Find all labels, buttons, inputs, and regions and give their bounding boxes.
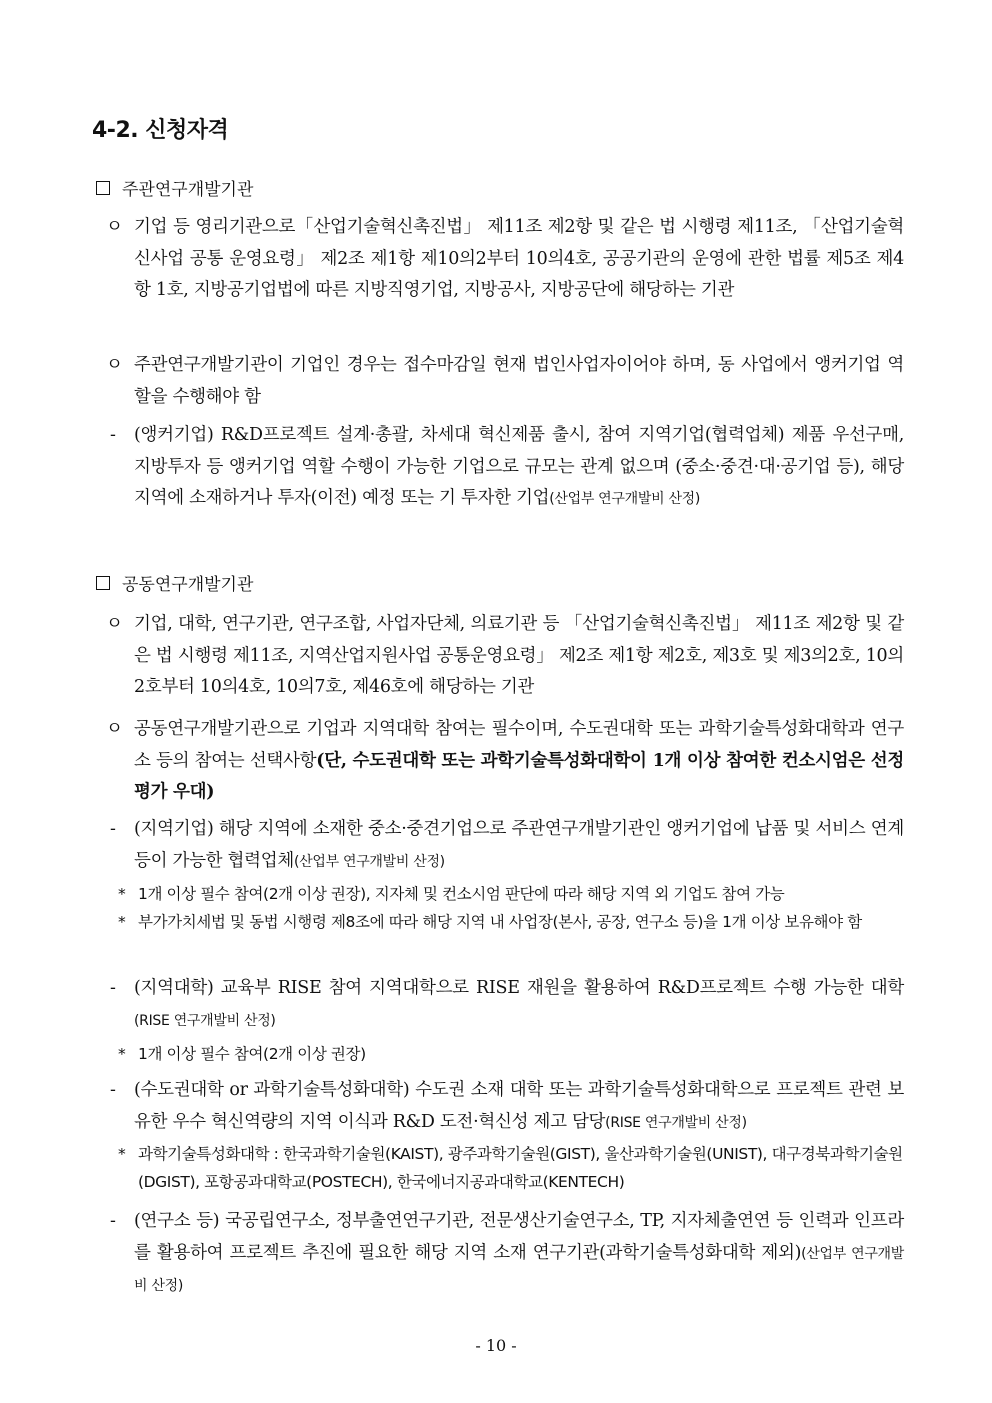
- lead-sub-1-note: (산업부 연구개발비 산정): [549, 491, 701, 507]
- lead-heading: [96, 175, 253, 200]
- lead-item-2-text: 주관연구개발기관이 기업인 경우는 접수마감일 현재 법인사업자이어야 하며, 동 사업에서 앵커기업 역할을 수행해야 함: [134, 355, 904, 407]
- lead-sub-1-text: (앵커기업) R&D프로젝트 설계·총괄, 차세대 혁신제품 출시, 참여 지역기업(협력업체) 제품 우선구매, 지방투자 등 앵커기업 역할 수행이 가능한 기업으로 규모는 관계 없으며 (중소·중견·대·공기업 등), 해당 지역에 소재하거나 투자(이전) 예정 또는 기 투자한 기업: [134, 425, 904, 508]
- joint-note-3-text: 1개 이상 필수 참여(2개 이상 권장): [138, 1045, 366, 1063]
- joint-sub-2: [104, 973, 904, 1037]
- circle-bullet-icon: ㅇ: [106, 719, 123, 739]
- joint-sub-3-text: (수도권대학 or 과학기술특성화대학) 수도권 소재 대학 또는 과학기술특성화대학으로 프로젝트 관련 보유한 우수 혁신역량의 지역 이식과 R&D 도전·혁신성 제고 담당: [134, 1080, 904, 1132]
- asterisk-icon: *: [118, 1045, 126, 1063]
- page-number: - 10 -: [475, 1336, 517, 1355]
- circle-bullet-icon: ㅇ: [106, 217, 123, 237]
- joint-note-4: [104, 1140, 904, 1196]
- checkbox-square-icon: [96, 181, 110, 195]
- joint-item-1: [104, 609, 904, 704]
- lead-item-2: [104, 350, 904, 413]
- lead-item-1-text: 기업 등 영리기관으로「산업기술혁신촉진법」 제11조 제2항 및 같은 법 시행령 제11조, 「산업기술혁신사업 공통 운영요령」 제2조 제1항 제10의2부터 10의4호, 공공기관의 운영에 관한 법률 제5조 제4항 1호, 지방공기업법에 따른 지방직영기업, 지방공사, 지방공단에 해당하는 기관: [134, 217, 904, 300]
- joint-item-1-text: 기업, 대학, 연구기관, 연구조합, 사업자단체, 의료기관 등 「산업기술혁신촉진법」 제11조 제2항 및 같은 법 시행령 제11조, 지역산업지원사업 공통운영요령」 제2조 제1항 제2호, 제3호 및 제3의2호, 10의2호부터 10의4호, 10의7호, 제46호에 해당하는 기관: [134, 614, 904, 697]
- joint-sub-4-note: (산업부 연구개발비 산정): [134, 1245, 904, 1294]
- joint-sub-4-text: (연구소 등) 국공립연구소, 정부출연연구기관, 전문생산기술연구소, TP, 지자체출연연 등 인력과 인프라를 활용하여 프로젝트 추진에 필요한 해당 지역 소재 연구기관(과학기술특성화대학 제외): [134, 1211, 904, 1263]
- joint-item-2-text: 공동연구개발기관으로 기업과 지역대학 참여는 필수이며, 수도권대학 또는 과학기술특성화대학과 연구소 등의 참여는 선택사항: [134, 719, 904, 771]
- dash-bullet-icon: -: [110, 978, 116, 998]
- joint-note-4-text: 과학기술특성화대학 : 한국과학기술원(KAIST), 광주과학기술원(GIST), 울산과학기술원(UNIST), 대구경북과학기술원(DGIST), 포항공과대학교(POSTECH), 한국에너지공과대학교(KENTECH): [138, 1145, 903, 1191]
- joint-sub-2-text: (지역대학) 교육부 RISE 참여 지역대학으로 RISE 재원을 활용하여 R&D프로젝트 수행 가능한 대학: [134, 978, 904, 998]
- dash-bullet-icon: -: [110, 819, 116, 839]
- joint-note-1-text: 1개 이상 필수 참여(2개 이상 권장), 지자체 및 컨소시엄 판단에 따라 해당 지역 외 기업도 참여 가능: [138, 885, 785, 903]
- asterisk-icon: *: [118, 885, 126, 903]
- lead-heading-label: 주관연구개발기관: [122, 180, 254, 200]
- joint-sub-1-note: (산업부 연구개발비 산정): [293, 853, 445, 870]
- asterisk-icon: *: [118, 1145, 126, 1163]
- joint-heading-label: 공동연구개발기관: [122, 575, 254, 595]
- lead-sub-1: [104, 420, 904, 516]
- joint-sub-3: [104, 1075, 904, 1139]
- lead-item-1: [104, 212, 904, 307]
- joint-note-2: [104, 908, 904, 936]
- circle-bullet-icon: ㅇ: [106, 355, 123, 375]
- dash-bullet-icon: -: [110, 425, 116, 445]
- circle-bullet-icon: ㅇ: [106, 614, 123, 634]
- dash-bullet-icon: -: [110, 1080, 116, 1100]
- section-title: 4-2. 신청자격: [92, 118, 229, 143]
- joint-sub-1: [104, 814, 904, 878]
- joint-sub-3-note: (RISE 연구개발비 산정): [605, 1114, 747, 1131]
- asterisk-icon: *: [118, 913, 126, 931]
- joint-heading: [96, 570, 253, 595]
- joint-sub-4: [104, 1206, 904, 1303]
- joint-item-2-bold: (단, 수도권대학 또는 과학기술특성화대학이 1개 이상 참여한 컨소시엄은 선정평가 우대): [134, 750, 904, 802]
- joint-sub-1-text: (지역기업) 해당 지역에 소재한 중소·중견기업으로 주관연구개발기관인 앵커기업에 납품 및 서비스 연계 등이 가능한 협력업체: [134, 819, 904, 871]
- joint-item-2: [104, 714, 904, 809]
- checkbox-square-icon: [96, 576, 110, 590]
- dash-bullet-icon: -: [110, 1211, 116, 1231]
- joint-sub-2-note: (RISE 연구개발비 산정): [134, 1012, 276, 1029]
- joint-note-1: [104, 880, 904, 908]
- joint-note-3: [104, 1040, 904, 1068]
- joint-note-2-text: 부가가치세법 및 동법 시행령 제8조에 따라 해당 지역 내 사업장(본사, 공장, 연구소 등)을 1개 이상 보유해야 함: [138, 913, 862, 931]
